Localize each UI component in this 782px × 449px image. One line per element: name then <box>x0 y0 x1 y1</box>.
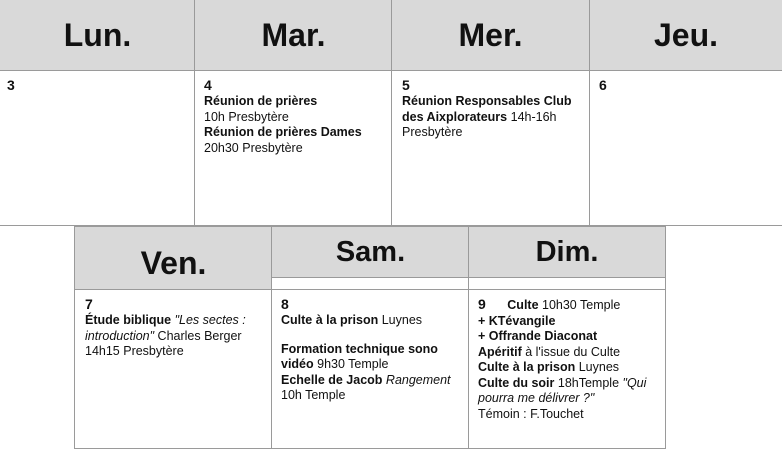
event-entry <box>281 313 462 329</box>
event-detail: à l'issue du Culte <box>521 344 621 359</box>
event-detail: 20h30 Presbytère <box>204 140 303 155</box>
event-title: Echelle de Jacob <box>281 372 383 387</box>
event-subtitle: "Les sectes : introduction" <box>85 313 246 343</box>
day-cell-tuesday <box>194 70 393 226</box>
header-wednesday: Mer. <box>391 0 590 71</box>
event-title: Formation technique sono vidéo <box>281 341 438 371</box>
header-thursday: Jeu. <box>589 0 782 71</box>
event-entry <box>478 376 658 407</box>
header-monday: Lun. <box>0 0 196 71</box>
day-number: 8 <box>281 296 289 312</box>
event-detail: 9h30 Temple <box>313 357 389 371</box>
header-tuesday: Mar. <box>194 0 393 71</box>
event-entry <box>478 345 658 361</box>
event-entry <box>402 94 582 125</box>
event-title: Réunion Responsables Club des Aixplorateurs <box>402 94 572 124</box>
event-title: Culte <box>507 298 539 312</box>
day-cell-wednesday <box>391 70 590 226</box>
day-cell-sunday <box>468 289 666 449</box>
event-place: Presbytère <box>402 125 463 139</box>
event-detail: 10h30 Temple <box>538 298 621 312</box>
event-title: Culte du soir <box>478 375 555 390</box>
event-entry <box>478 360 658 376</box>
day-cell-thursday <box>589 70 782 226</box>
event-note: "Qui pourra me délivrer ?" <box>478 375 647 405</box>
event-entry <box>281 342 462 373</box>
event-line: Témoin : F.Touchet <box>478 406 584 421</box>
day-number: 9 <box>478 296 486 312</box>
event-note: Rangement <box>382 372 451 387</box>
event-line: + Offrande Diaconat <box>478 329 598 343</box>
event-detail: 14h15 Presbytère <box>85 344 184 358</box>
event-entry <box>478 296 658 314</box>
event-detail: 18hTemple <box>554 375 623 390</box>
day-number: 7 <box>85 296 93 312</box>
day-cell-monday <box>0 70 196 226</box>
day-number: 5 <box>402 77 410 93</box>
event-detail: Luynes <box>378 313 423 327</box>
event-title: Apéritif <box>478 344 522 359</box>
day-number: 3 <box>7 77 15 93</box>
event-entry <box>281 373 462 389</box>
event-detail: Luynes <box>575 360 620 374</box>
event-detail: 10h Temple <box>281 388 346 402</box>
event-entry <box>85 313 265 344</box>
day-number: 4 <box>204 77 212 93</box>
event-time: 14h-16h <box>507 109 557 124</box>
header-sunday: Dim. <box>468 226 666 278</box>
event-title: Culte à la prison <box>281 313 379 327</box>
event-line: + KTévangile <box>478 313 556 328</box>
day-cell-saturday <box>271 289 470 449</box>
header-saturday: Sam. <box>271 226 470 278</box>
day-number: 6 <box>599 77 607 93</box>
header-friday: Ven. <box>74 226 273 290</box>
event-title: Réunion de prières <box>204 94 318 108</box>
spacer <box>281 329 462 342</box>
event-title: Étude biblique <box>85 313 172 327</box>
event-detail: 10h Presbytère <box>204 109 289 124</box>
event-speaker: Charles Berger <box>154 328 242 343</box>
event-title: Culte à la prison <box>478 360 576 374</box>
day-cell-friday <box>74 289 273 449</box>
event-title: Réunion de prières Dames <box>204 125 362 139</box>
